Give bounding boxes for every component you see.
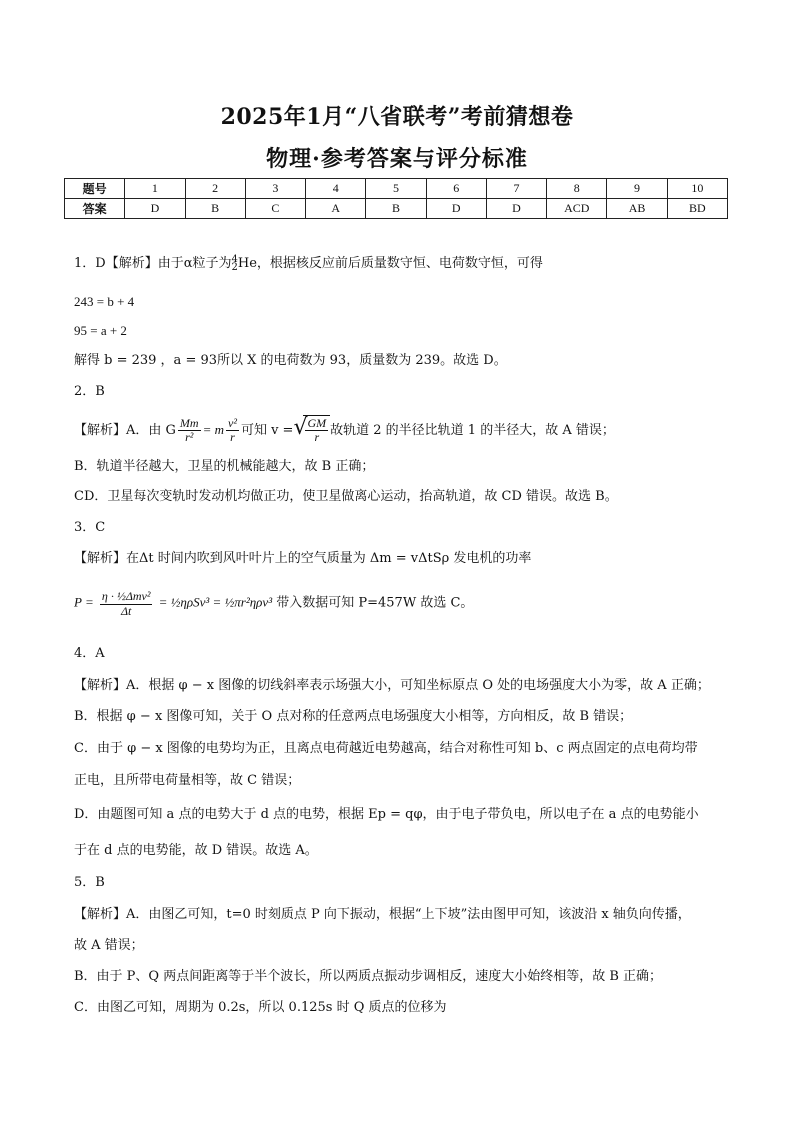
page-subtitle: 物理·参考答案与评分标准 bbox=[266, 146, 528, 172]
page-title: 2025年1月“八省联考”考前猜想卷 bbox=[220, 104, 574, 130]
q3-power-equation: P = $\frac{\text{η · ½Δmv²}}{\Delta t}$ = ½ηρSv³ = ½πr²ηρv³ 带入数据可知 P=457W 故选 C。 bbox=[74, 589, 474, 618]
q2-head: 2．B bbox=[74, 384, 105, 399]
table-cell: 7 bbox=[486, 179, 546, 199]
q5-head: 5．B bbox=[74, 875, 105, 890]
answer-table bbox=[64, 178, 728, 219]
table-row-numbers bbox=[65, 179, 728, 199]
q2-option-b: B．轨道半径越大，卫星的机械能越大，故 B 正确； bbox=[74, 459, 375, 474]
q4-option-d-line2: 于在 d 点的电势能，故 D 错误。故选 A。 bbox=[74, 843, 318, 858]
table-cell: ACD bbox=[547, 199, 607, 219]
q2-option-cd: CD．卫星每次变轨时发动机均做正功，使卫星做离心运动，抬高轨道，故 CD 错误。故选 B。 bbox=[74, 489, 618, 504]
table-cell: AB bbox=[607, 199, 667, 219]
q4-option-c-line2: 正电，且所带电荷量相等，故 C 错误； bbox=[74, 773, 301, 788]
table-cell: B bbox=[185, 199, 245, 219]
table-cell: 9 bbox=[607, 179, 667, 199]
table-cell: D bbox=[426, 199, 486, 219]
q1-solution: 解得 b = 239 ，a = 93所以 X 的电荷数为 93，质量数为 239。故选 D。 bbox=[74, 353, 507, 368]
q4-option-c-line1: C．由于 φ − x 图像的电势均为正，且离点电荷越近电势越高，结合对称性可知 b、c 两点固定的点电荷均带 bbox=[74, 741, 698, 756]
table-cell: C bbox=[245, 199, 305, 219]
table-cell: B bbox=[366, 199, 426, 219]
table-cell: D bbox=[125, 199, 185, 219]
q3-head: 3．C bbox=[74, 520, 106, 535]
q5-option-a-line1: 【解析】A．由图乙可知，t=0 时刻质点 P 向下振动，根据“上下坡”法由图甲可知，该波沿 x 轴负向传播， bbox=[74, 907, 691, 922]
q1-equation-2: 95 = a + 2 bbox=[74, 323, 127, 338]
table-header-cell: 答案 bbox=[65, 199, 125, 219]
table-cell: 8 bbox=[547, 179, 607, 199]
q4-option-b: B．根据 φ − x 图像可知，关于 O 点对称的任意两点电场强度大小相等，方向相反，故 B 错误； bbox=[74, 709, 633, 724]
table-cell: 2 bbox=[185, 179, 245, 199]
q5-option-a-line2: 故 A 错误； bbox=[74, 938, 144, 953]
q4-option-d-line1: D．由题图可知 a 点的电势大于 d 点的电势，根据 Ep = qφ，由于电子带负电，所以电子在 a 点的电势能小 bbox=[74, 807, 699, 822]
q3-analysis: 【解析】在Δt 时间内吹到风叶叶片上的空气质量为 Δm = vΔtSρ 发电机的功率 bbox=[74, 551, 532, 566]
q1-line: 1．D【解析】由于α粒子为 4 2 He，根据核反应前后质量数守恒、电荷数守恒，可得 bbox=[74, 253, 543, 273]
table-row-answers bbox=[65, 199, 728, 219]
q5-option-c: C．由图乙可知，周期为 0.2s，所以 0.125s 时 Q 质点的位移为 bbox=[74, 1000, 447, 1015]
table-cell: BD bbox=[667, 199, 727, 219]
table-cell: 3 bbox=[245, 179, 305, 199]
table-header-cell: 题号 bbox=[65, 179, 125, 199]
table-cell: 10 bbox=[667, 179, 727, 199]
table-cell: 6 bbox=[426, 179, 486, 199]
q4-option-a: 【解析】A．根据 φ − x 图像的切线斜率表示场强大小，可知坐标原点 O 处的电场强度大小为零，故 A 正确； bbox=[74, 678, 710, 693]
table-cell: 4 bbox=[306, 179, 366, 199]
table-cell: A bbox=[306, 199, 366, 219]
q5-option-b: B．由于 P、Q 两点间距离等于半个波长，所以两质点振动步调相反，速度大小始终相等，故 B 正确； bbox=[74, 969, 663, 984]
table-cell: 1 bbox=[125, 179, 185, 199]
q1-equation-1: 243 = b + 4 bbox=[74, 294, 135, 309]
table-cell: D bbox=[486, 199, 546, 219]
q4-head: 4．A bbox=[74, 646, 105, 661]
q2-option-a: 【解析】A．由 G $\frac{Mm}{\text{r²}}$ = m $\frac{\text{v²}}{r}$ 可知 v = √ $\frac{GM}{r}$ 故轨道 2 的半径比轨道 1 的半径大，故 A 错误； bbox=[74, 415, 615, 446]
table-cell: 5 bbox=[366, 179, 426, 199]
